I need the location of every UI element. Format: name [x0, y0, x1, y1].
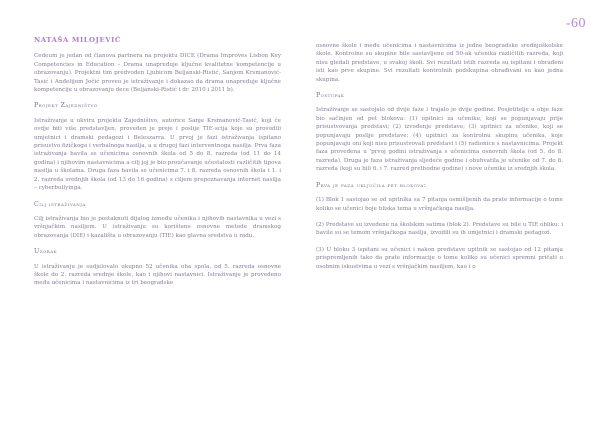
intro-paragraph: Cedeum je jedan od članova partnera na projektu DICE (Drama Improves Lisbon Key Competencies in Education – Drama unapređuje ključne kvalitetne kompetencije u obrazovanju). Projektni tim predvođen Ljubicom Beljanski-Ristić, Sanjom Krsmanović-Tasić i Anđelijom Jočić proveo je istraživanje i dokazao da drama unapređuje ključne kompetencije u obrazovanju dece (Beljanski-Ristić i dr. 2010 i 2011 b).	[34, 53, 281, 94]
right-column	[316, 42, 563, 279]
sample-paragraph: U istraživanju je sudjelovalo ukupno 52 učenika oba spola, od 5. razreda osnovne škole do 2. razreda srednje škole, kao i njihovi nastavnici. Istraživanje je provedeno među učenicima i nastavnicima iz tri beogradske	[34, 263, 281, 287]
heading-sample: Uzorak	[34, 248, 58, 256]
page-number: -60	[565, 16, 586, 31]
project-paragraph: Istraživanje u okviru projekta Zajedništvo, autorice Sanje Krsmanović-Tasić, koji će ovdje biti više predstavljen, proveden je preje i poslije TIE-scija koje su provodili umjetnici i dramski pedagozi i Beleszarra. U prvoj je fazi istraživanja ispitano prisustvo fizičkoga i verbalnoga nasilja, a u drugoj fazi interventnoga nasilja. Prva faza istraživanja bavila se učenicima osnovnih škola od 5 do 8. razreda (od 11 do 14 godina) i njihovim nastavnicima a cilj joj je bio proučavanje učestalosti različitih tipova nasilja u školama. Druga faza bavila se učenicima 7. i 8. razreda osnovnih škola i 1. i 2. razreda srednjih škola (od 13 do 16 godina) s ciljem prepoznavanja internet nasilja – cyberbullyinga.	[34, 117, 281, 192]
block2-paragraph: (2) Predstave su izvedene na školskim satima (blok 2). Predstave su bile u TIE obliku: i bavile su se temom vršnjačkoga nasilja, izvodili su ih umjetnici i dramski pedagozi.	[316, 221, 563, 237]
procedure-paragraph: Istraživanje se sastojalo od dvije faze i trajalo je dvije godine. Posjetitelje u obje faze bio sačinjen od pet blokova: (1) upitnici za učenike, koji se popunjavaju prije prisustvovanja predstavi; (2) izvođenje predstave; (3) upitnici za učenike, koji se popunjavaju poslije predstave; (4) upitnici za kontrolnu skupinu učenika, koje popunjavaju oni koji nisu prisustvovali predstavi i (5) radionice s nastavnicima. Projekt faza provedena u 'prvoj godini istraživanja s učenicima osnovnih škola (od 5. do 8. razreda). Druga je faza istraživanja sljedeće godine i obuhvatila je učenike od 7. do 8. razreda (koji su bili 6. i 7. razred prethodne godine) i nove učenike iz srednjih škola.	[316, 107, 563, 173]
heading-goal: Cilj istraživanja	[34, 200, 86, 208]
left-column	[34, 36, 281, 296]
block3-paragraph: (3) U bloku 3 ispitani su učenici i nakon predstave upitnik se sastojao od 12 pitanja prispremljenih tako da prate informacije o tome koliko su učenici spremni pričati o osobnim iskustvima u vezi s vršnjačkim nasiljem, kao i o	[316, 246, 563, 270]
heading-procedure: Postupak	[316, 92, 345, 100]
heading-phase: Prva je faza uključila pet blokova:	[316, 181, 427, 189]
heading-project: Projekt Zajedništvo	[34, 102, 98, 110]
author-name: NATAŠA MILOJEVIĆ	[34, 36, 121, 44]
block1-paragraph: (1) Blok 1 sastojao se od upitnika sa 7 pitanja osmišljenih da prate informacije o tome koliko se učenici boje bliska tema u vršnjačkoga nasilja.	[316, 197, 563, 212]
goal-paragraph: Cilj istraživanja bio je postaknuti dijalog između učenika i njihovih nastavnika u vezi s vršnjačkim nasiljem. U istraživanju su korištene osnovne metode dramskog obrazovanja (DIE) i kazališta u obrazovanju (TIE) kao glavna sredstva u radu.	[34, 215, 281, 239]
continued-paragraph: osnovne škole i među učenicima i nastavnicima iz jedne beogradske srednjoškolske škole. Kontrolne su skupine bile sastavljene od 50-ak učenika različitih razreda, koji nisu gledali predstave, u svakoj školi. Svi rezultati istih razreda su ispitani i obrađeni isti kao prve skupine. Svi rezultati kontrolnih podskupina obrađivani su kao jedna skupina.	[316, 43, 563, 83]
